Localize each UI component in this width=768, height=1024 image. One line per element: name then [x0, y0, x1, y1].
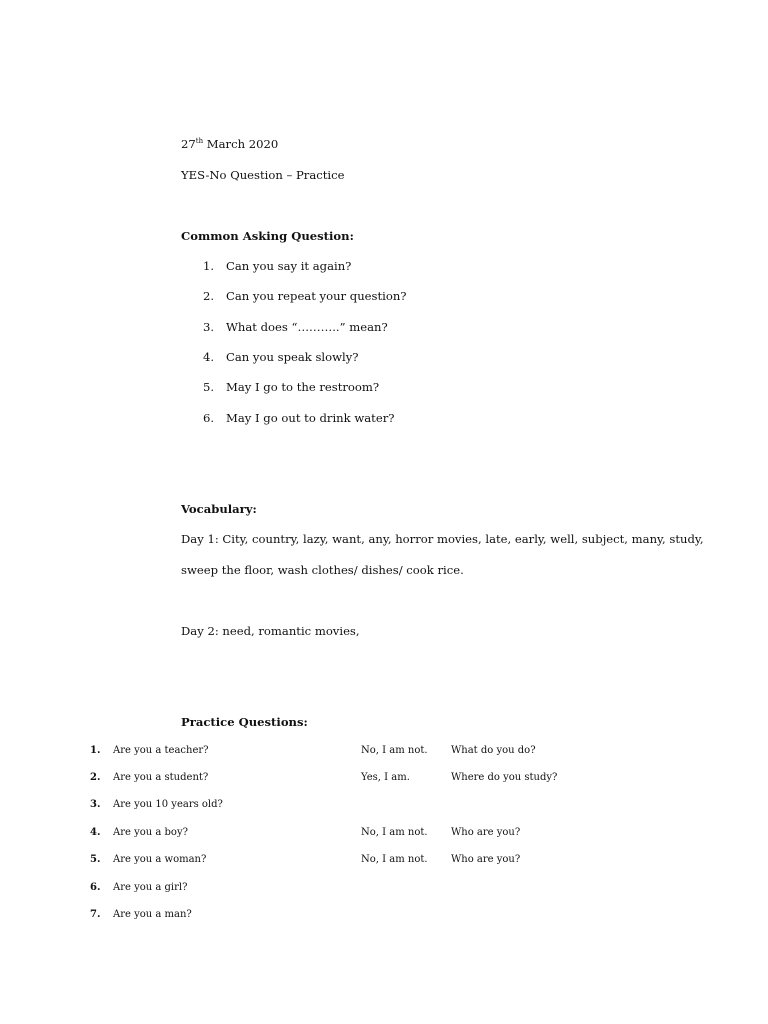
row-answer: No, I am not.	[361, 827, 428, 838]
row-number: 1.	[90, 745, 101, 756]
vocabulary-day2: Day 2: need, romantic movies,	[181, 624, 360, 638]
table-row	[0, 771, 768, 785]
row-question: Are you a woman?	[113, 854, 207, 865]
date-rest: March 2020	[203, 137, 279, 151]
row-question: Are you a teacher?	[113, 745, 209, 756]
list-item-text: What does “………..” mean?	[226, 320, 388, 334]
row-number: 3.	[90, 799, 101, 810]
list-item-number: 3.	[203, 320, 215, 334]
row-question: Are you a student?	[113, 772, 209, 783]
row-followup: Who are you?	[451, 854, 521, 865]
date-line	[181, 137, 278, 151]
row-followup: What do you do?	[451, 745, 536, 756]
row-question: Are you a girl?	[113, 882, 188, 893]
table-row	[0, 826, 768, 840]
list-item-text: Can you speak slowly?	[226, 350, 359, 364]
vocabulary-heading: Vocabulary:	[181, 502, 257, 516]
list-item-text: May I go out to drink water?	[226, 411, 395, 425]
table-row	[0, 853, 768, 867]
list-item-number: 2.	[203, 289, 215, 303]
list-item-number: 5.	[203, 380, 215, 394]
table-row	[0, 798, 768, 812]
list-item-number: 6.	[203, 411, 215, 425]
list-item-text: May I go to the restroom?	[226, 380, 380, 394]
table-row	[0, 881, 768, 895]
row-number: 4.	[90, 827, 101, 838]
list-item-text: Can you say it again?	[226, 259, 352, 273]
table-row	[0, 908, 768, 922]
row-followup: Where do you study?	[451, 772, 558, 783]
row-number: 2.	[90, 772, 101, 783]
row-question: Are you a boy?	[113, 827, 188, 838]
row-question: Are you a man?	[113, 909, 192, 920]
list-item-text: Can you repeat your question?	[226, 289, 407, 303]
list-item-number: 1.	[203, 259, 215, 273]
vocabulary-day1-line1: Day 1: City, country, lazy, want, any, horror movies, late, early, well, subject, many, study,	[181, 532, 704, 546]
row-answer: No, I am not.	[361, 854, 428, 865]
common-asking-heading: Common Asking Question:	[181, 229, 354, 243]
list-item-number: 4.	[203, 350, 215, 364]
vocabulary-day1-line2: sweep the floor, wash clothes/ dishes/ cook rice.	[181, 563, 464, 577]
topic-title: YES-No Question – Practice	[181, 168, 345, 182]
practice-heading: Practice Questions:	[181, 715, 308, 729]
table-row	[0, 744, 768, 758]
row-answer: No, I am not.	[361, 745, 428, 756]
row-number: 5.	[90, 854, 101, 865]
row-answer: Yes, I am.	[361, 772, 410, 783]
date-day: 27	[181, 137, 196, 151]
row-number: 7.	[90, 909, 101, 920]
date-suffix: th	[195, 137, 204, 145]
row-question: Are you 10 years old?	[113, 799, 223, 810]
row-followup: Who are you?	[451, 827, 521, 838]
row-number: 6.	[90, 882, 101, 893]
